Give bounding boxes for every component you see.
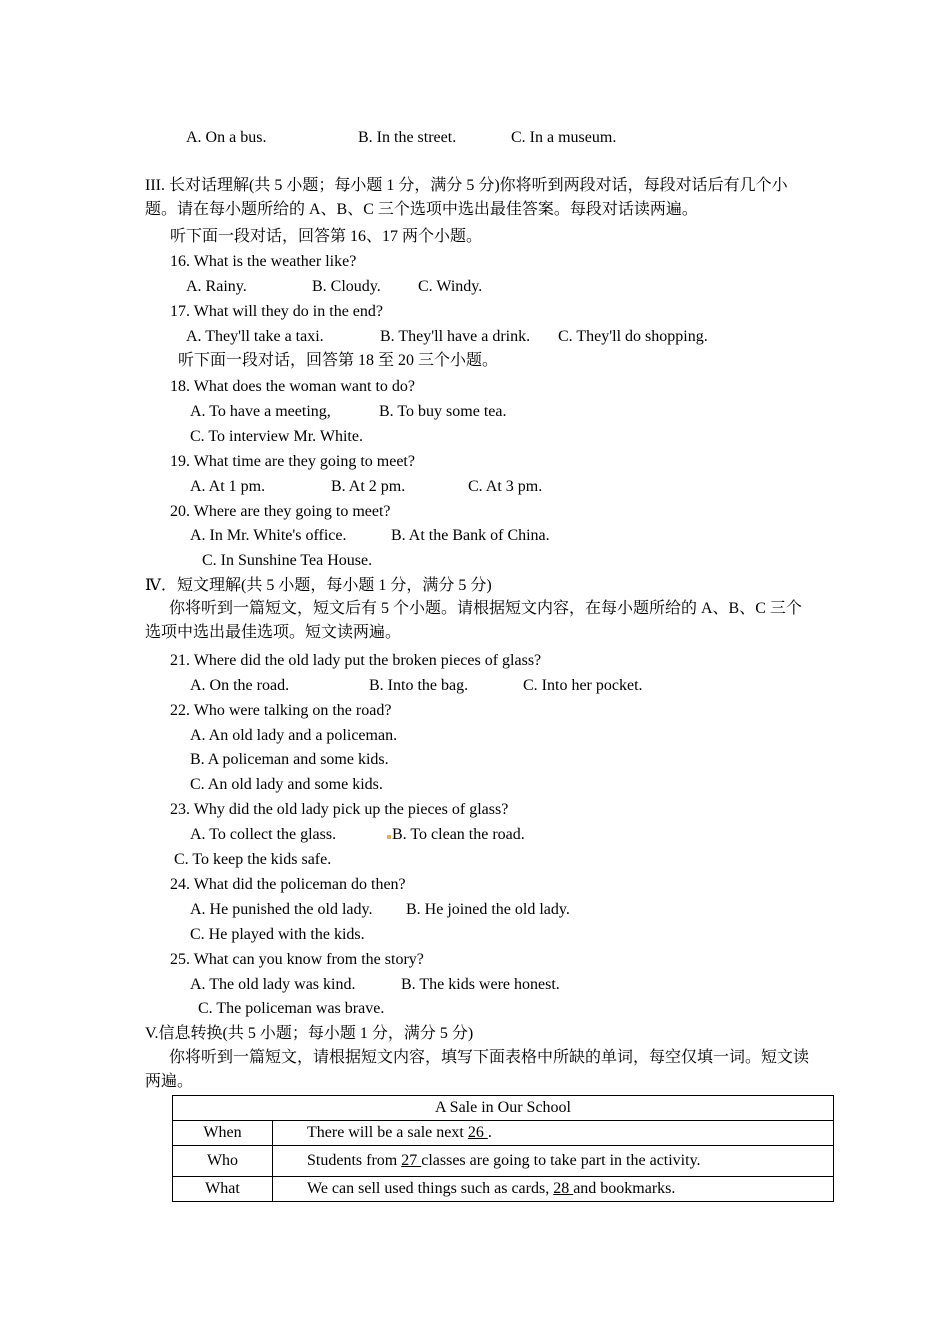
row-content: [273, 1121, 834, 1146]
option: A. An old lady and a policeman.: [190, 727, 398, 744]
row-label: Who: [173, 1146, 273, 1177]
row-text: and bookmarks.: [573, 1180, 676, 1197]
answer-blank: 27: [401, 1152, 422, 1169]
answer-blank: 26: [467, 1124, 488, 1141]
option: A. On the road.: [190, 677, 290, 694]
option: C. The policeman was brave.: [198, 1000, 385, 1017]
option: A. The old lady was kind.: [190, 976, 356, 993]
stray-mark: [387, 835, 391, 839]
option: C. At 3 pm.: [468, 478, 543, 495]
question: 20. Where are they going to meet?: [170, 503, 391, 520]
question: 19. What time are they going to meet?: [170, 453, 415, 470]
section-instruction: 你将听到一篇短文，短文后有 5 个小题。请根据短文内容，在每小题所给的 A、B、C 三个选项中选出最佳选项。短文读两遍。: [145, 600, 802, 641]
question: 17. What will they do in the end?: [170, 303, 383, 320]
option: B. Cloudy.: [312, 278, 381, 295]
row-text: .: [487, 1124, 492, 1141]
question: 18. What does the woman want to do?: [170, 378, 415, 395]
table-title: A Sale in Our School: [173, 1096, 834, 1121]
option: C. In a museum.: [511, 129, 617, 146]
option: A. To collect the glass.: [190, 826, 337, 843]
row-label: When: [173, 1121, 273, 1146]
row-text: Students from: [307, 1152, 402, 1169]
option: A. In Mr. White's office.: [190, 527, 347, 544]
question: 25. What can you know from the story?: [170, 951, 424, 968]
dialog-intro: 听下面一段对话，回答第 18 至 20 三个小题。: [178, 352, 499, 369]
question: 21. Where did the old lady put the broken pieces of glass?: [170, 652, 542, 669]
row-text: There will be a sale next: [307, 1124, 468, 1141]
option: C. Windy.: [418, 278, 483, 295]
answer-blank: 28: [553, 1180, 574, 1197]
dialog-intro: 听下面一段对话，回答第 16、17 两个小题。: [170, 228, 483, 245]
table-row: [173, 1146, 834, 1177]
option: A. Rainy.: [186, 278, 247, 295]
option: A. At 1 pm.: [190, 478, 266, 495]
option: B. In the street.: [358, 129, 457, 146]
option: B. To clean the road.: [392, 826, 525, 843]
table-row: [173, 1121, 834, 1146]
info-table: [172, 1095, 834, 1202]
option: C. To interview Mr. White.: [190, 428, 363, 445]
option: A. He punished the old lady.: [190, 901, 373, 918]
row-text: classes are going to take part in the activity.: [421, 1152, 701, 1169]
option: C. An old lady and some kids.: [190, 776, 383, 793]
question: 16. What is the weather like?: [170, 253, 357, 270]
row-content: [273, 1146, 834, 1177]
option: B. They'll have a drink.: [380, 328, 531, 345]
table-row: [173, 1177, 834, 1202]
option: B. Into the bag.: [369, 677, 469, 694]
option: B. At the Bank of China.: [391, 527, 550, 544]
row-label: What: [173, 1177, 273, 1202]
section-heading: III. 长对话理解(共 5 小题；每小题 1 分，满分 5 分)你将听到两段对话，每段对话后有几个小题。请在每小题所给的 A、B、C 三个选项中选出最佳答案。每段对话读两遍。: [145, 177, 788, 218]
row-content: [273, 1177, 834, 1202]
section-heading: V.信息转换(共 5 小题；每小题 1 分，满分 5 分): [145, 1025, 474, 1042]
question: 23. Why did the old lady pick up the pieces of glass?: [170, 801, 509, 818]
question: 24. What did the policeman do then?: [170, 876, 406, 893]
option: A. To have a meeting,: [190, 403, 331, 420]
option: C. In Sunshine Tea House.: [202, 552, 373, 569]
section-heading: Ⅳ．短文理解(共 5 小题，每小题 1 分，满分 5 分): [145, 577, 492, 594]
section-instruction: 你将听到一篇短文，请根据短文内容，填写下面表格中所缺的单词，每空仅填一词。短文读两遍。: [145, 1049, 810, 1090]
option: B. At 2 pm.: [331, 478, 406, 495]
question: 22. Who were talking on the road?: [170, 702, 392, 719]
option: A. On a bus.: [186, 129, 267, 146]
option: B. A policeman and some kids.: [190, 751, 389, 768]
option: C. They'll do shopping.: [558, 328, 708, 345]
option: B. The kids were honest.: [401, 976, 560, 993]
option: B. He joined the old lady.: [406, 901, 570, 918]
row-text: We can sell used things such as cards,: [307, 1180, 554, 1197]
option: C. He played with the kids.: [190, 926, 365, 943]
option: B. To buy some tea.: [379, 403, 507, 420]
option: C. To keep the kids safe.: [174, 851, 332, 868]
option: A. They'll take a taxi.: [186, 328, 324, 345]
option: C. Into her pocket.: [523, 677, 643, 694]
